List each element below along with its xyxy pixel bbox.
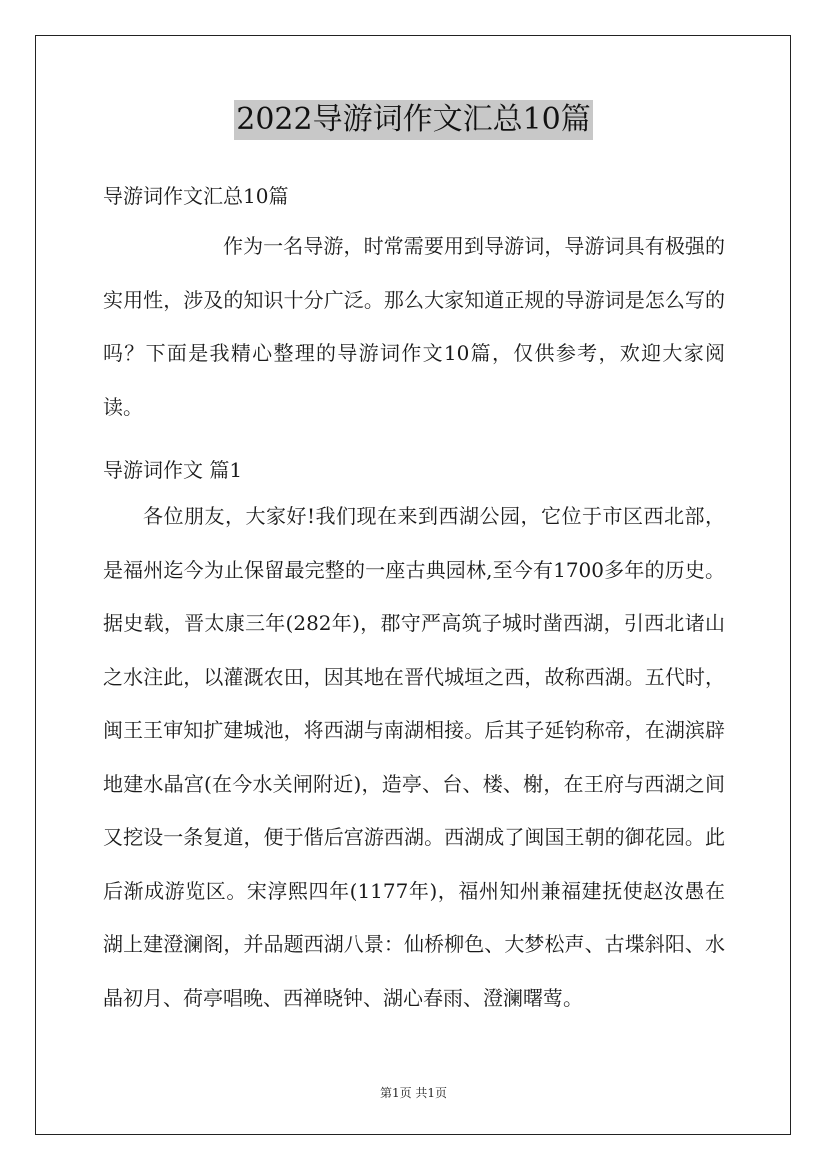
document-title: 2022导游词作文汇总10篇 <box>234 100 593 140</box>
section-body-paragraph: 各位朋友，大家好!我们现在来到西湖公园，它位于市区西北部，是福州迄今为止保留最完整的一座古典园林,至今有1700多年的历史。据史载，晋太康三年(282年)，郡守严高筑子城时凿西湖，引西北诸山之水注此，以灌溉农田，因其地在晋代城垣之西，故称西湖。五代时，闽王王审知扩建城池，将西湖与南湖相接。后其子延钧称帝，在湖滨辟地建水晶宫(在今水关闸附近)，造亭、台、楼、榭，在王府与西湖之间又挖设一条复道，便于偕后宫游西湖。西湖成了闽国王朝的御花园。此后渐成游览区。宋淳熙四年(1177年)，福州知州兼福建抚使赵汝愚在湖上建澄澜阁，并品题西湖八景：仙桥柳色、大梦松声、古堞斜阳、水晶初月、荷亭唱晚、西禅晓钟、湖心春雨、澄澜曙莺。 <box>103 504 725 1010</box>
document-subtitle: 导游词作文汇总10篇 <box>103 184 289 208</box>
title-container <box>0 100 827 140</box>
section-heading: 导游词作文 篇1 <box>103 458 243 482</box>
intro-paragraph: 作为一名导游，时常需要用到导游词，导游词具有极强的实用性，涉及的知识十分广泛。那么大家知道正规的导游词是怎么写的吗？下面是我精心整理的导游词作文10篇，仅供参考，欢迎大家阅读。 <box>103 234 725 419</box>
page-footer: 第1页 共1页 <box>379 1086 448 1100</box>
